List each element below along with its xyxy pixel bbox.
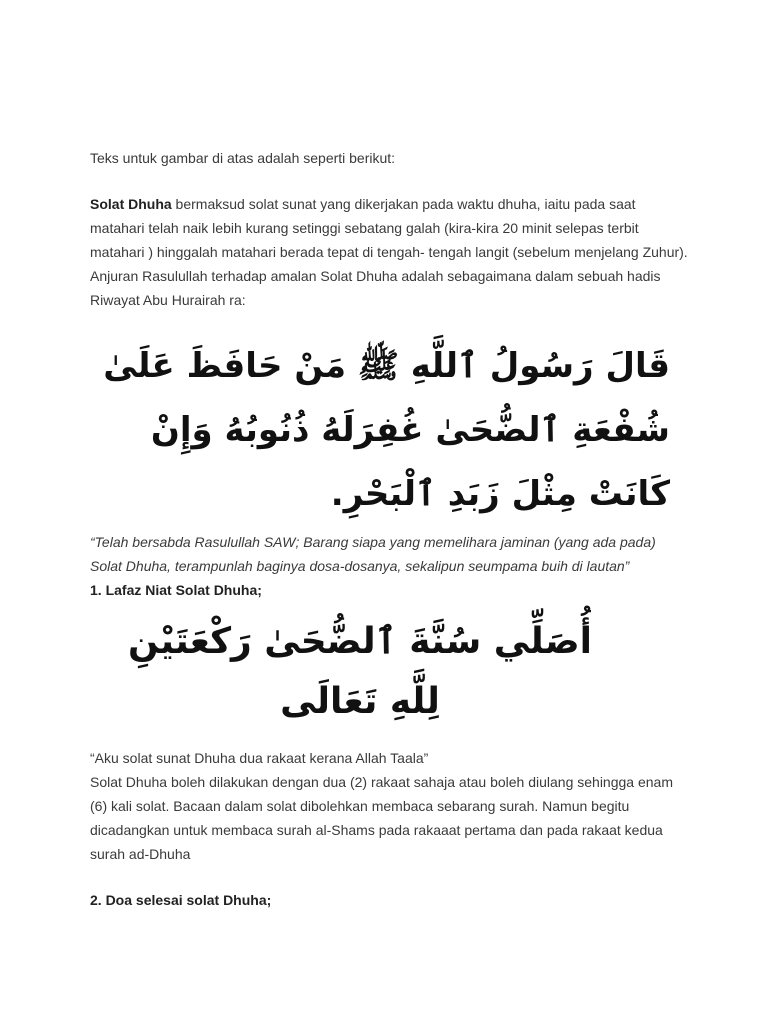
niat-arabic-text: أُصَلِّي سُنَّةَ ٱلضُّحَىٰ رَكْعَتَيْنِ لِلَّهِ تَعَالَى bbox=[128, 621, 592, 722]
definition-text: bermaksud solat sunat yang dikerjakan pada waktu dhuha, iaitu pada saat matahari telah naik lebih kurang setinggi sebatang galah (kira-kira 20 minit selepas terbit matahari ) hinggalah matahari berada tepat di tengah- tengah langit (sebelum menjelang Zuhur). bbox=[90, 196, 688, 260]
intro-text: Teks untuk gambar di atas adalah seperti berikut: bbox=[90, 150, 396, 166]
paragraph-rakaat: Solat Dhuha boleh dilakukan dengan dua (2) rakaat sahaja atau boleh diulang sehingga enam (6) kali solat. Bacaan dalam solat dibolehkan membaca sebarang surah. Namun begitu dicadangkan untuk membaca surah al-Shams pada rakaaat pertama dan pada rakaat kedua surah ad-Dhuha bbox=[90, 774, 673, 862]
document-body bbox=[90, 146, 690, 912]
paragraph-definition bbox=[90, 192, 690, 264]
niat-translation: “Aku solat sunat Dhuha dua rakaat kerana Allah Taala” bbox=[90, 750, 429, 766]
spacer bbox=[90, 866, 690, 888]
paragraph-hadith-intro: Anjuran Rasulullah terhadap amalan Solat Dhuha adalah sebagaimana dalam sebuah hadis Riwayat Abu Hurairah ra: bbox=[90, 268, 661, 308]
section-heading-doa: 2. Doa selesai solat Dhuha; bbox=[90, 892, 272, 908]
hadith-translation: “Telah bersabda Rasulullah SAW; Barang siapa yang memelihara jaminan (yang ada pada) Solat Dhuha, terampunlah baginya dosa-dosanya, sekalipun seumpama buih di lautan” bbox=[90, 534, 656, 574]
term-solat-dhuha: Solat Dhuha bbox=[90, 196, 172, 212]
section-heading-niat: 1. Lafaz Niat Solat Dhuha; bbox=[90, 582, 262, 598]
hadith-arabic-text: قَالَ رَسُولُ ٱللَّهِ ﷺ مَنْ حَافَظَ عَلَىٰ شُفْعَةِ ٱلضُّحَىٰ غُفِرَلَهُ ذُنُوبُهُ وَإِنْ كَانَتْ مِثْلَ زَبَدِ ٱلْبَحْرِ. bbox=[103, 346, 670, 514]
